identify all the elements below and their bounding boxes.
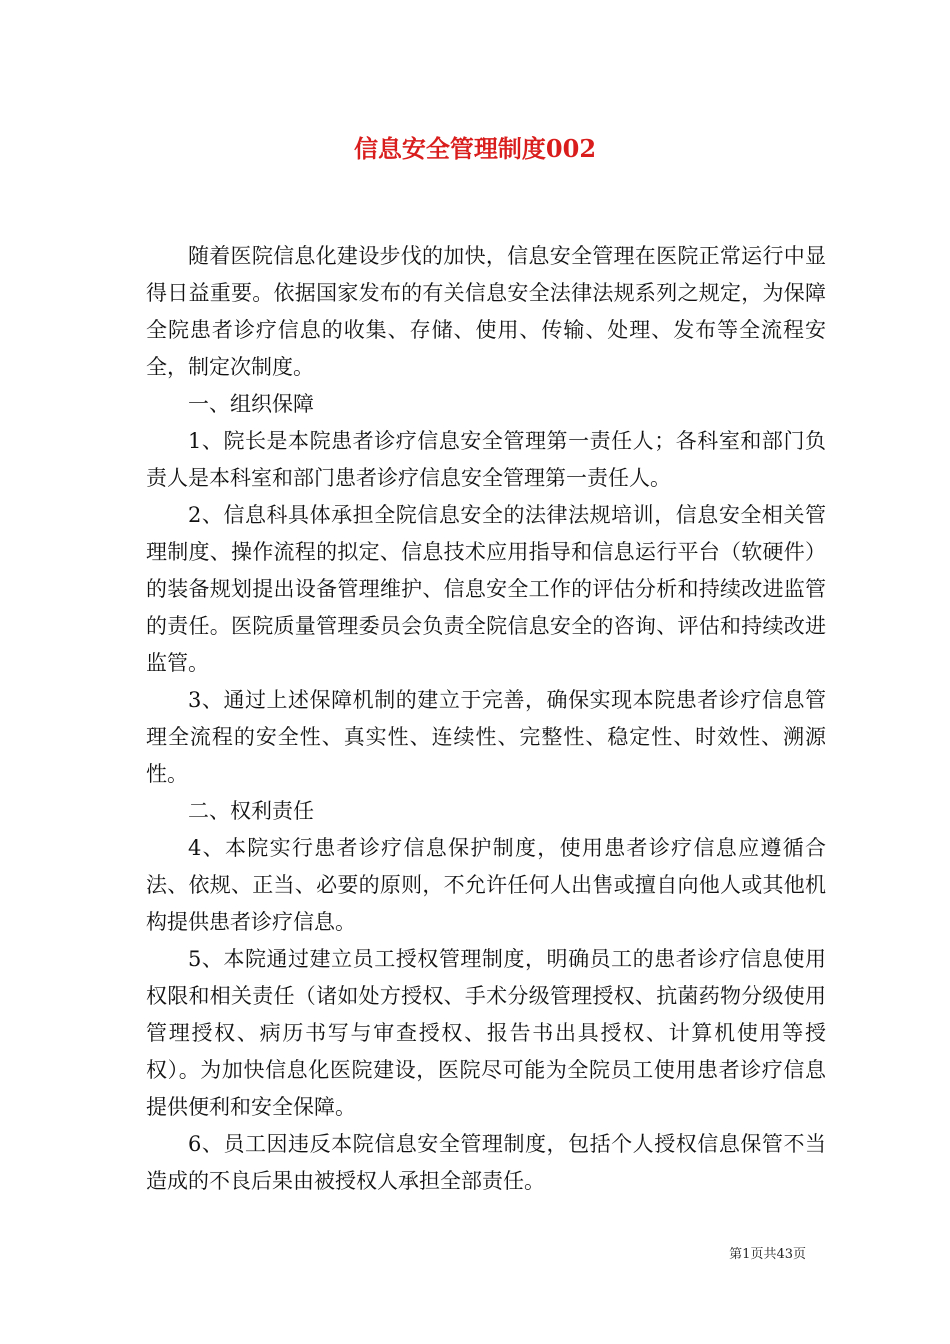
page-number: 第1页共43页 — [729, 1247, 806, 1262]
clause-3: 3、通过上述保障机制的建立于完善，确保实现本院患者诊疗信息管理全流程的安全性、真实性、连续性、完整性、稳定性、时效性、溯源性。 — [146, 688, 826, 786]
document-body — [146, 238, 826, 1200]
section-heading-organization: 一、组织保障 — [188, 392, 314, 416]
clause-1: 1、院长是本院患者诊疗信息安全管理第一责任人；各科室和部门负责人是本科室和部门患者诊疗信息安全管理第一责任人。 — [146, 429, 826, 490]
clause-2: 2、信息科具体承担全院信息安全的法律法规培训，信息安全相关管理制度、操作流程的拟定、信息技术应用指导和信息运行平台（软硬件）的装备规划提出设备管理维护、信息安全工作的评估分析和持续改进监管的责任。医院质量管理委员会负责全院信息安全的咨询、评估和持续改进监管。 — [146, 503, 826, 675]
page-title: 信息安全管理制度002 — [353, 134, 597, 163]
clause-6: 6、员工因违反本院信息安全管理制度，包括个人授权信息保管不当造成的不良后果由被授权人承担全部责任。 — [146, 1132, 826, 1193]
section-heading-rights: 二、权利责任 — [188, 799, 314, 823]
intro-paragraph: 随着医院信息化建设步伐的加快，信息安全管理在医院正常运行中显得日益重要。依据国家发布的有关信息安全法律法规系列之规定，为保障全院患者诊疗信息的收集、存储、使用、传输、处理、发布等全流程安全，制定次制度。 — [146, 244, 826, 379]
clause-5: 5、本院通过建立员工授权管理制度，明确员工的患者诊疗信息使用权限和相关责任（诸如处方授权、手术分级管理授权、抗菌药物分级使用管理授权、病历书写与审查授权、报告书出具授权、计算机使用等授权）。为加快信息化医院建设，医院尽可能为全院员工使用患者诊疗信息提供便利和安全保障。 — [146, 947, 826, 1119]
clause-4: 4、本院实行患者诊疗信息保护制度，使用患者诊疗信息应遵循合法、依规、正当、必要的原则，不允许任何人出售或擅自向他人或其他机构提供患者诊疗信息。 — [146, 836, 826, 934]
